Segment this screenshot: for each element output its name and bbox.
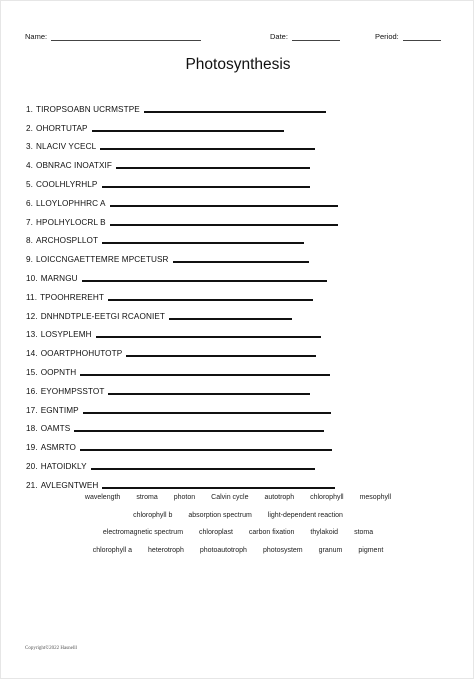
answer-line[interactable] bbox=[74, 430, 324, 432]
scrambled-word: ARCHOSPLLOT bbox=[36, 236, 99, 246]
name-field bbox=[25, 32, 201, 41]
scramble-item bbox=[26, 133, 366, 152]
scramble-item bbox=[26, 245, 366, 264]
scrambled-word: TPOOHREREHT bbox=[40, 292, 104, 302]
scramble-list bbox=[26, 95, 366, 490]
scrambled-word: COOLHLYRHLP bbox=[36, 179, 98, 189]
word-bank-term: chlorophyll a bbox=[92, 546, 133, 554]
scrambled-word: TIROPSOABN UCRMSTPE bbox=[36, 104, 140, 114]
page-title: Photosynthesis bbox=[185, 56, 291, 73]
copyright-footer: Copyright©2022 Hasnelll bbox=[25, 646, 77, 651]
scrambled-word: HPOLHYLOCRL B bbox=[36, 217, 106, 227]
item-number: 19. bbox=[26, 443, 38, 453]
word-bank-term: chloroplast bbox=[199, 529, 233, 537]
word-bank-row bbox=[21, 507, 455, 525]
period-blank bbox=[403, 32, 441, 41]
answer-line[interactable] bbox=[92, 130, 284, 132]
period-label: Period: bbox=[375, 32, 399, 41]
name-blank bbox=[51, 32, 201, 41]
scramble-item bbox=[26, 170, 366, 189]
scrambled-word: LOICCNGAETTEMRE MPCETUSR bbox=[36, 255, 169, 265]
word-bank-row bbox=[21, 524, 455, 542]
scramble-item bbox=[26, 471, 366, 490]
answer-line[interactable] bbox=[126, 355, 316, 357]
scrambled-word: MARNGU bbox=[40, 273, 78, 283]
item-number: 13. bbox=[26, 330, 38, 340]
scramble-item bbox=[26, 396, 366, 415]
scramble-item bbox=[26, 339, 366, 358]
item-number: 14. bbox=[26, 349, 38, 359]
answer-line[interactable] bbox=[83, 412, 331, 414]
scramble-item bbox=[26, 452, 366, 471]
scrambled-word: OHORTUTAP bbox=[36, 123, 88, 133]
scramble-item bbox=[26, 114, 366, 133]
word-bank-term: mesophyll bbox=[359, 494, 392, 502]
scrambled-word: OOARTPHOHUTOTP bbox=[40, 349, 123, 359]
scrambled-word: NLACIV YCECL bbox=[36, 142, 97, 152]
scrambled-word: DNHNDTPLE-EETGI RCAONIET bbox=[40, 311, 166, 321]
answer-line[interactable] bbox=[80, 449, 332, 451]
date-label: Date: bbox=[270, 32, 288, 41]
scrambled-word: EYOHMPSSTOT bbox=[40, 386, 105, 396]
item-number: 10. bbox=[26, 273, 38, 283]
word-bank-term: chlorophyll bbox=[310, 494, 344, 502]
word-bank-term: chlorophyll b bbox=[133, 511, 173, 519]
word-bank-term: pigment bbox=[358, 546, 384, 554]
answer-line[interactable] bbox=[144, 111, 326, 113]
item-number: 18. bbox=[26, 424, 38, 434]
answer-line[interactable] bbox=[96, 336, 321, 338]
word-bank-term: absorption spectrum bbox=[188, 511, 252, 519]
word-bank-term: heterotroph bbox=[148, 546, 184, 554]
word-bank-term: stoma bbox=[354, 529, 374, 537]
header bbox=[25, 32, 449, 44]
item-number: 3. bbox=[26, 142, 34, 152]
item-number: 16. bbox=[26, 386, 38, 396]
answer-line[interactable] bbox=[173, 261, 309, 263]
scramble-item bbox=[26, 283, 366, 302]
scramble-item bbox=[26, 377, 366, 396]
scramble-item bbox=[26, 433, 366, 452]
word-bank-term: granum bbox=[318, 546, 343, 554]
answer-line[interactable] bbox=[169, 318, 292, 320]
answer-line[interactable] bbox=[100, 148, 315, 150]
word-bank-term: autotroph bbox=[264, 494, 295, 502]
scrambled-word: OBNRAC INOATXIF bbox=[36, 161, 112, 171]
scrambled-word: OOPNTH bbox=[40, 367, 77, 377]
word-bank-term: electromagnetic spectrum bbox=[102, 529, 184, 537]
answer-line[interactable] bbox=[108, 393, 310, 395]
date-blank bbox=[292, 32, 340, 41]
scrambled-word: ASMRTO bbox=[40, 443, 77, 453]
scramble-item bbox=[26, 321, 366, 340]
answer-line[interactable] bbox=[102, 186, 310, 188]
word-bank-term: light-dependent reaction bbox=[267, 511, 343, 519]
word-bank-term: photoautotroph bbox=[199, 546, 247, 554]
word-bank-term: stroma bbox=[136, 494, 158, 502]
answer-line[interactable] bbox=[102, 242, 304, 244]
scramble-item bbox=[26, 358, 366, 377]
answer-line[interactable] bbox=[80, 374, 330, 376]
answer-line[interactable] bbox=[91, 468, 315, 470]
word-bank-row bbox=[21, 489, 455, 507]
scrambled-word: AVLEGNTWEH bbox=[40, 480, 99, 490]
answer-line[interactable] bbox=[110, 205, 338, 207]
word-bank bbox=[21, 489, 455, 559]
item-number: 8. bbox=[26, 236, 34, 246]
answer-line[interactable] bbox=[108, 299, 313, 301]
period-field bbox=[375, 32, 441, 41]
scrambled-word: OAMTS bbox=[40, 424, 71, 434]
scramble-item bbox=[26, 95, 366, 114]
name-label: Name: bbox=[25, 32, 48, 41]
item-number: 4. bbox=[26, 161, 34, 171]
scramble-item bbox=[26, 415, 366, 434]
item-number: 2. bbox=[26, 123, 34, 133]
item-number: 1. bbox=[26, 104, 34, 114]
answer-line[interactable] bbox=[82, 280, 327, 282]
item-number: 11. bbox=[26, 292, 38, 302]
item-number: 21. bbox=[26, 480, 38, 490]
word-bank-row bbox=[21, 542, 455, 560]
item-number: 17. bbox=[26, 405, 38, 415]
word-bank-term: Calvin cycle bbox=[211, 494, 249, 502]
word-bank-term: photon bbox=[173, 494, 196, 502]
answer-line[interactable] bbox=[110, 224, 338, 226]
scramble-item bbox=[26, 208, 366, 227]
scramble-item bbox=[26, 151, 366, 170]
item-number: 6. bbox=[26, 198, 34, 208]
scrambled-word: LLOYLOPHHRC A bbox=[36, 198, 106, 208]
word-bank-term: carbon fixation bbox=[248, 529, 295, 537]
item-number: 5. bbox=[26, 179, 34, 189]
scramble-item bbox=[26, 189, 366, 208]
scramble-item bbox=[26, 302, 366, 321]
scramble-item bbox=[26, 227, 366, 246]
item-number: 7. bbox=[26, 217, 34, 227]
answer-line[interactable] bbox=[116, 167, 310, 169]
item-number: 15. bbox=[26, 367, 38, 377]
scrambled-word: LOSYPLEMH bbox=[40, 330, 92, 340]
item-number: 12. bbox=[26, 311, 38, 321]
item-number: 20. bbox=[26, 461, 38, 471]
scrambled-word: EGNTIMP bbox=[40, 405, 79, 415]
item-number: 9. bbox=[26, 255, 34, 265]
word-bank-term: wavelength bbox=[84, 494, 121, 502]
word-bank-term: photosystem bbox=[262, 546, 303, 554]
scrambled-word: HATOIDKLY bbox=[40, 461, 87, 471]
scramble-item bbox=[26, 264, 366, 283]
date-field bbox=[270, 32, 340, 41]
word-bank-term: thylakoid bbox=[310, 529, 339, 537]
